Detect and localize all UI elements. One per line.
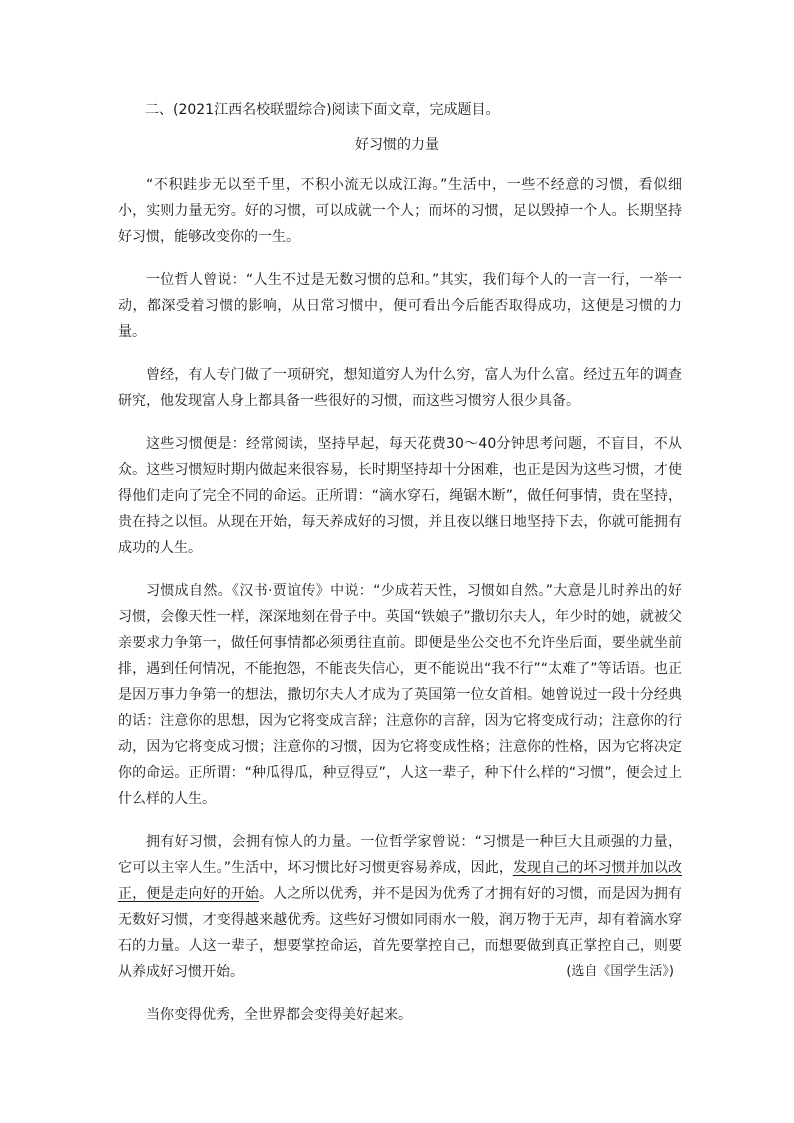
paragraph-1: “不积跬步无以至千里，不积小流无以成江海。”生活中，一些不经意的习惯，看似细小，实则力量无穷。好的习惯，可以成就一个人；而坏的习惯，足以毁掉一个人。长期坚持好习惯，能够改变你的一生。 <box>118 177 682 245</box>
article-body <box>118 172 682 1045</box>
source-citation: (选自《国学生活》) <box>566 964 674 979</box>
paragraph-4: 这些习惯便是：经常阅读，坚持早起，每天花费30～40分钟思考问题，不盲目，不从众。这些习惯短时期内做起来很容易，长时期坚持却十分困难，也正是因为这些习惯，才使得他们走向了完全不同的命运。正所谓：“滴水穿石，绳锯木断”，做任何事情，贵在坚持，贵在持之以恒。从现在开始，每天养成好的习惯，并且夜以继日地坚持下去，你就可能拥有成功的人生。 <box>118 436 682 556</box>
question-header: 二、(2021江西名校联盟综合)阅读下面文章，完成题目。 <box>145 102 500 118</box>
article-title: 好习惯的力量 <box>355 137 439 153</box>
paragraph-2: 一位哲人曾说：“人生不过是无数习惯的总和。”其实，我们每个人的一言一行，一举一动，都深受着习惯的影响，从日常习惯中，便可看出今后能否取得成功，这便是习惯的力量。 <box>118 272 682 340</box>
paragraph-6-start: 拥有好习惯，会拥有惊人的力量。一位哲学家曾说：“习惯是一种巨大且顽强的力量，它可以主宰人生。”生活中，坏习惯比好习惯更容易养成，因此， <box>118 834 682 876</box>
underlined-sentence: 发现自己的坏习惯并加以改正，便是走向好的开始 <box>118 860 682 902</box>
paragraph-5: 习惯成自然。《汉书·贾谊传》中说：“少成若天性，习惯如自然。”大意是儿时养出的好习惯，会像天性一样，深深地刻在骨子中。英国“铁娘子”撒切尔夫人，年少时的她，就被父亲要求力争第一，做任何事情都必须勇往直前。即便是坐公交也不允许坐后面，要坐就坐前排，遇到任何情况，不能抱怨，不能丧失信心，更不能说出“我不行”“太难了”等话语。也正是因万事力争第一的想法，撒切尔夫人才成为了英国第一位女首相。她曾说过一段十分经典的话：注意你的思想，因为它将变成言辞；注意你的言辞，因为它将变成行动；注意你的行动，因为它将变成习惯；注意你的习惯，因为它将变成性格；注意你的性格，因为它将决定你的命运。正所谓：“种瓜得瓜，种豆得豆”，人这一辈子，种下什么样的“习惯”，便会过上什么样的人生。 <box>118 583 682 807</box>
paragraph-7: 当你变得优秀，全世界都会变得美好起来。 <box>146 1007 412 1023</box>
paragraph-3: 曾经，有人专门做了一项研究，想知道穷人为什么穷，富人为什么富。经过五年的调查研究，他发现富人身上都具备一些很好的习惯，而这些习惯穷人很少具备。 <box>118 367 682 409</box>
paragraph-6-end: 。人之所以优秀，并不是因为优秀了才拥有好的习惯，而是因为拥有无数好习惯，才变得越来越优秀。这些好习惯如同雨水一般，润万物于无声，却有着滴水穿石的力量。人这一辈子，想要掌控命运，首先要掌控自己，而想要做到真正掌控自己，则要从养成好习惯开始。 <box>118 886 683 980</box>
